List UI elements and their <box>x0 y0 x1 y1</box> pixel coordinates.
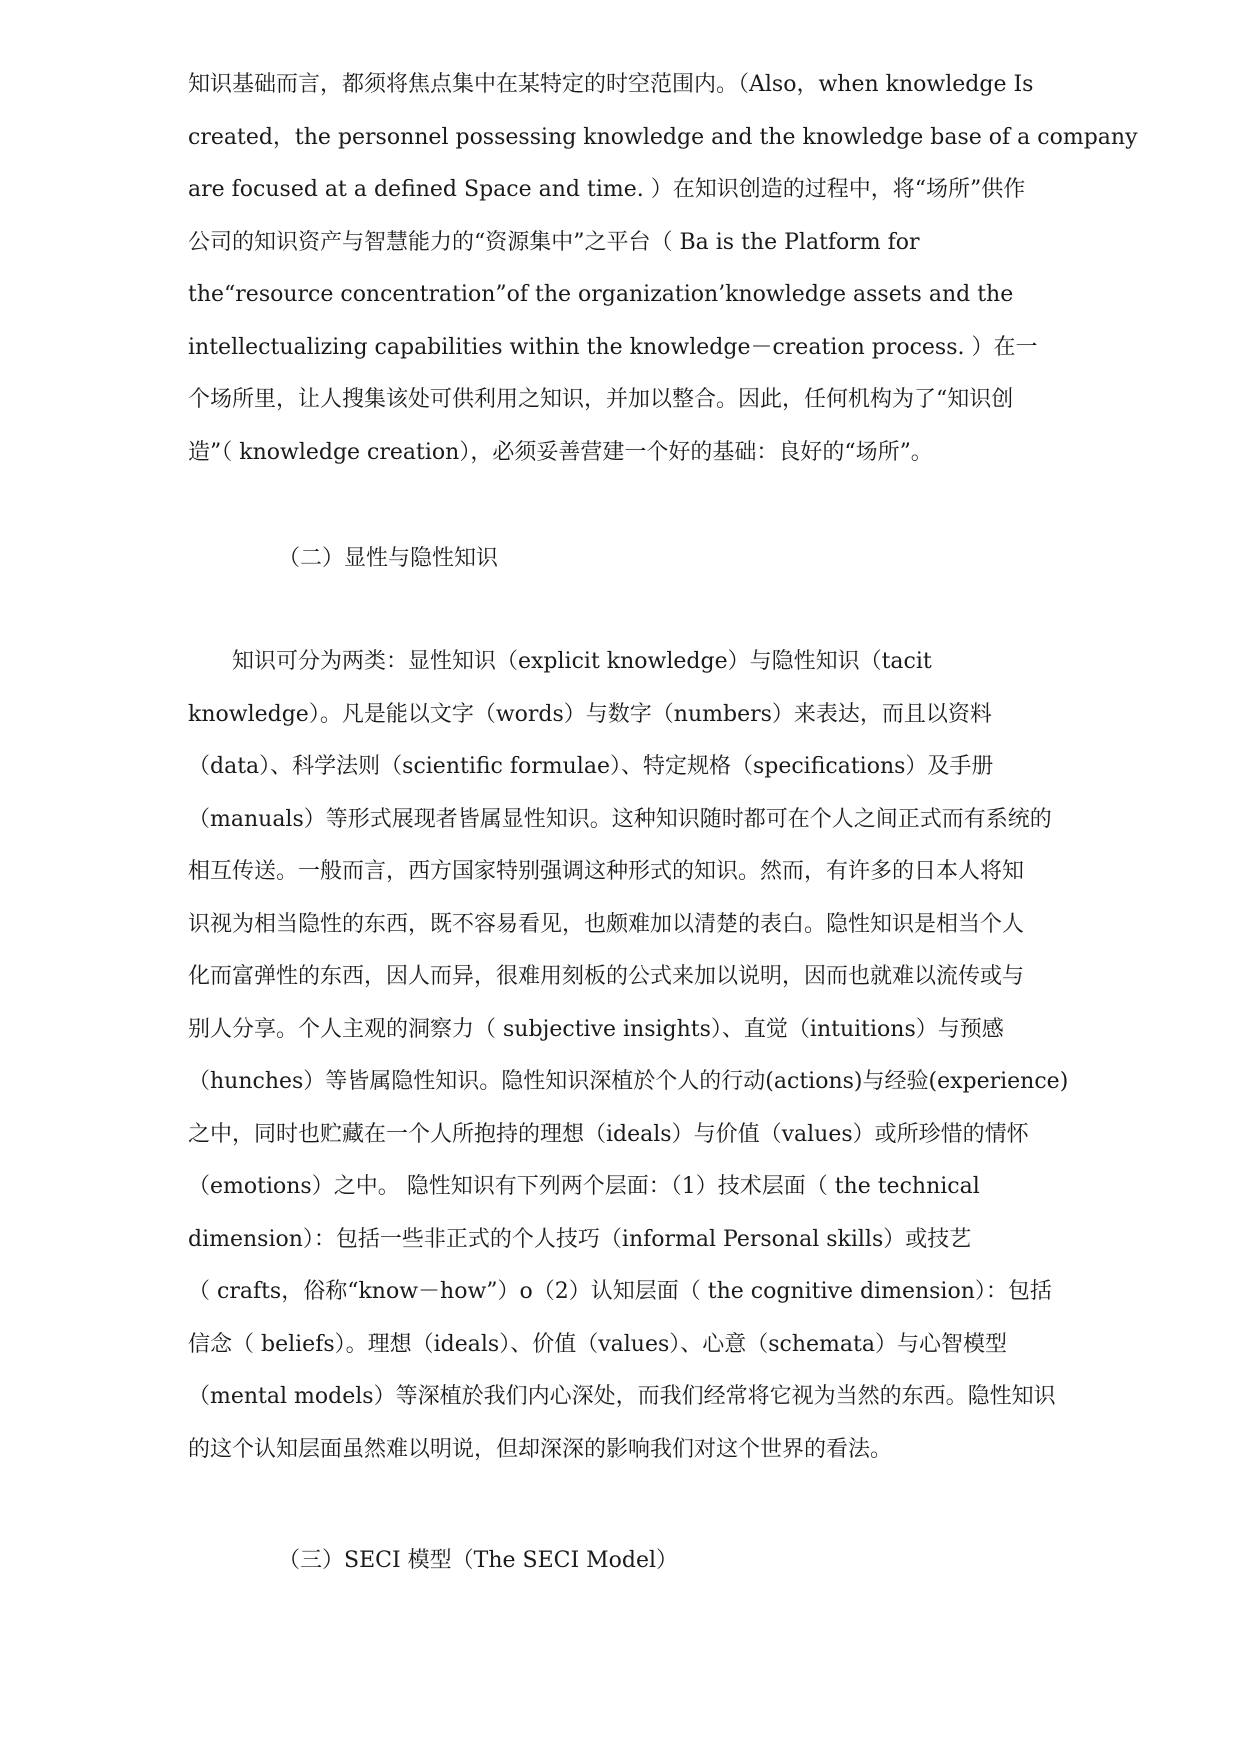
section-heading-explicit-tacit <box>278 533 1241 586</box>
text-line: are focused at a defined Space and time. ）在知识创造的过程中，将“场所”供作 <box>188 177 1026 202</box>
text-line: 之中，同时也贮藏在一个人所抱持的理想（ideals）与价值（values）或所珍惜的情怀 <box>188 1121 1029 1147</box>
text-line: 化而富弹性的东西，因人而异，很难用刻板的公式来加以说明，因而也就难以流传或与 <box>188 964 1025 989</box>
text-line: 识视为相当隐性的东西，既不容易看见，也颇难加以清楚的表白。隐性知识是相当个人 <box>188 911 1025 937</box>
text-line: （emotions）之中。 隐性知识有下列两个层面：（1）技术层面（ the technical <box>188 1174 980 1199</box>
text-line: 别人分享。个人主观的洞察力（ subjective insights）、直觉（intuitions）与预感 <box>188 1016 1004 1042</box>
text-line: knowledge）。凡是能以文字（words）与数字（numbers）来表达，而且以资料 <box>188 701 992 727</box>
text-line: （mental models）等深植於我们内心深处，而我们经常将它视为当然的东西。隐性知识 <box>188 1384 1056 1409</box>
text-line: 知识基础而言，都须将焦点集中在某特定的时空范围内。（Also，when knowledge Is <box>188 72 1034 97</box>
text-line: 知识可分为两类：显性知识（explicit knowledge）与隐性知识（tacit <box>188 649 932 674</box>
section-heading-seci-model <box>278 1535 1241 1588</box>
text-line: 相互传送。一般而言，西方国家特别强调这种形式的知识。然而，有许多的日本人将知 <box>188 859 1025 884</box>
text-line: 造”（ knowledge creation），必须妥善营建一个好的基础：良好的“场所”。 <box>188 439 933 465</box>
text-line: 个场所里，让人搜集该处可供利用之知识，并加以整合。因此，任何机构为了“知识创 <box>188 387 1014 412</box>
heading-text: （二）显性与隐性知识 <box>278 546 499 571</box>
text-line: the“resource concentration”of the organization’knowledge assets and the <box>188 282 1014 307</box>
text-line: 的这个认知层面虽然难以明说，但却深深的影响我们对这个世界的看法。 <box>188 1436 893 1462</box>
text-line: 信念（ beliefs）。理想（ideals）、价值（values）、心意（schemata）与心智模型 <box>188 1331 1007 1357</box>
heading-text: （三）SECI 模型（The SECI Model） <box>278 1548 679 1573</box>
text-line: created，the personnel possessing knowledge and the knowledge base of a company <box>188 124 1138 150</box>
text-line: intellectualizing capabilities within the knowledge－creation process. ）在一 <box>188 334 1038 360</box>
text-line: （hunches）等皆属隐性知识。隐性知识深植於个人的行动(actions)与经验(experience) <box>188 1069 1069 1094</box>
paragraph-explicit-tacit-knowledge <box>188 636 1173 1476</box>
text-line: 公司的知识资产与智慧能力的“资源集中”之平台（ Ba is the Platform for <box>188 229 920 255</box>
text-line: （data）、科学法则（scientific formulae）、特定规格（specifications）及手册 <box>188 754 994 779</box>
paragraph-ba-platform <box>188 59 1173 479</box>
text-line: dimension）：包括一些非正式的个人技巧（informal Personal skills）或技艺 <box>188 1226 972 1252</box>
text-line: （ crafts，俗称“know－how”）o（2）认知层面（ the cognitive dimension）：包括 <box>188 1279 1052 1304</box>
text-line: （manuals）等形式展现者皆属显性知识。这种知识随时都可在个人之间正式而有系统的 <box>188 806 1052 832</box>
